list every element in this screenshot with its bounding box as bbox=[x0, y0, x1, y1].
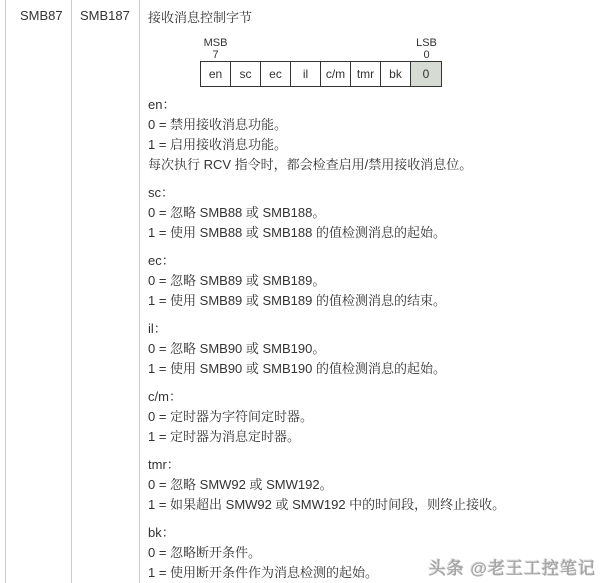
bit-cell-sc: sc bbox=[231, 62, 261, 86]
bit-cell-ec: ec bbox=[261, 62, 291, 86]
register-table-row bbox=[5, 0, 603, 583]
bit-cell-en: en bbox=[201, 62, 231, 86]
bit-field-line: 1 = 使用 SMB88 或 SMB188 的值检测消息的起始。 bbox=[148, 225, 446, 240]
bit-field-line: 1 = 定时器为消息定时器。 bbox=[148, 429, 301, 444]
bit-field-line: 1 = 使用 SMB89 或 SMB189 的值检测消息的结束。 bbox=[148, 293, 446, 308]
bit-field-line: 0 = 忽略 SMW92 或 SMW192。 bbox=[148, 477, 333, 492]
lsb-label: LSB bbox=[416, 37, 437, 49]
msb-label: MSB bbox=[203, 37, 228, 49]
bit-cell-il: il bbox=[291, 62, 321, 86]
lsb-bit-number: 0 bbox=[423, 49, 430, 61]
bit-field-label: il： bbox=[148, 321, 167, 336]
bit-endian-labels bbox=[200, 37, 442, 61]
bit-field-section-en bbox=[148, 95, 597, 175]
register-address-smb187: SMB187 bbox=[80, 8, 130, 23]
bit-cell-0: 0 bbox=[411, 62, 441, 86]
bit-field-line: 1 = 使用 SMB90 或 SMB190 的值检测消息的起始。 bbox=[148, 361, 446, 376]
bit-field-line: 0 = 忽略 SMB88 或 SMB188。 bbox=[148, 205, 326, 220]
bit-field-label: ec： bbox=[148, 253, 175, 268]
msb-label-block bbox=[200, 37, 231, 61]
bit-cell-cm: c/m bbox=[321, 62, 351, 86]
bit-diagram bbox=[200, 37, 442, 87]
bit-field-line: 1 = 启用接收消息功能。 bbox=[148, 137, 288, 152]
bit-field-label: tmr： bbox=[148, 457, 180, 472]
register-address-smb87: SMB87 bbox=[20, 8, 63, 23]
bit-field-label: sc： bbox=[148, 185, 175, 200]
bit-field-line: 1 = 使用断开条件作为消息检测的起始。 bbox=[148, 565, 379, 580]
toutiao-watermark: 头条 @老王工控笔记 bbox=[428, 559, 596, 578]
bit-cells-table bbox=[200, 61, 442, 87]
bit-field-line: 0 = 禁用接收消息功能。 bbox=[148, 117, 288, 132]
description-column bbox=[140, 0, 603, 583]
bit-field-line: 每次执行 RCV 指令时，都会检查启用/禁用接收消息位。 bbox=[148, 157, 473, 172]
bit-field-label: c/m： bbox=[148, 389, 182, 404]
bit-field-section-sc bbox=[148, 183, 597, 243]
bit-field-line: 0 = 定时器为字符间定时器。 bbox=[148, 409, 314, 424]
bit-field-line: 0 = 忽略 SMB90 或 SMB190。 bbox=[148, 341, 326, 356]
bit-field-line: 0 = 忽略 SMB89 或 SMB189。 bbox=[148, 273, 326, 288]
bit-field-line: 0 = 忽略断开条件。 bbox=[148, 545, 262, 560]
msb-bit-number: 7 bbox=[212, 49, 219, 61]
bit-field-section-il bbox=[148, 319, 597, 379]
register-address-column-1 bbox=[5, 0, 72, 583]
register-address-column-2 bbox=[72, 0, 140, 583]
description-title: 接收消息控制字节 bbox=[148, 10, 253, 25]
bit-cell-tmr: tmr bbox=[351, 62, 381, 86]
bit-field-section-tmr bbox=[148, 455, 597, 515]
bit-field-line: 1 = 如果超出 SMW92 或 SMW192 中的时间段，则终止接收。 bbox=[148, 497, 506, 512]
bit-field-section-ec bbox=[148, 251, 597, 311]
bit-cell-bk: bk bbox=[381, 62, 411, 86]
bit-field-label: en： bbox=[148, 97, 176, 112]
lsb-label-block bbox=[411, 37, 442, 61]
bit-field-section-cm bbox=[148, 387, 597, 447]
bit-field-label: bk： bbox=[148, 525, 175, 540]
